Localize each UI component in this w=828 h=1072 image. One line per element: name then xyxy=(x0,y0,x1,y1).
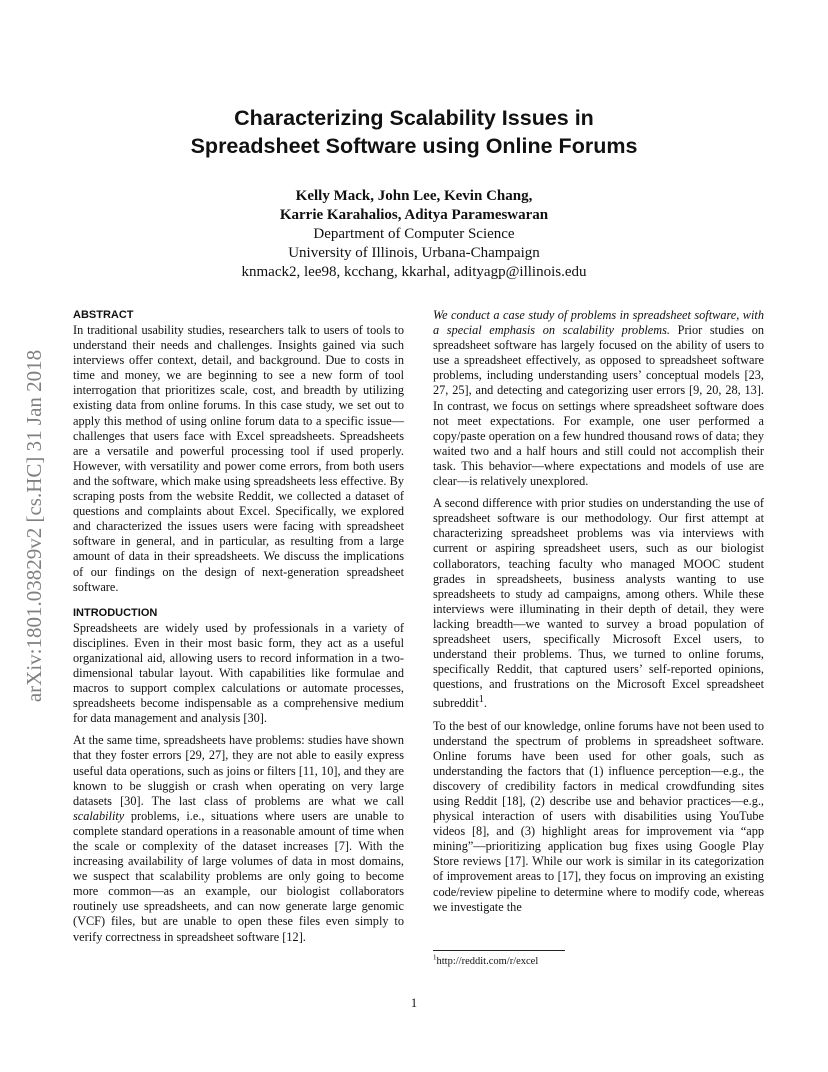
right-column xyxy=(433,308,764,922)
title-line-1: Characterizing Scalability Issues in xyxy=(234,106,594,130)
intro-paragraph-1: Spreadsheets are widely used by professionals in a variety of disciplines. Even in their most basic form, they act as a useful organizational aid, allowing users to record information in a two-dimensional tabular layout. With capabilities like formulae and macros to support complex calculations or automate processes, spreadsheets become indispensable as a comprehensive medium for data management and analysis [30]. xyxy=(73,620,404,726)
intro-p2-emphasis: scalability xyxy=(73,808,125,823)
intro-p4-text-a: A second difference with prior studies on understanding the use of spreadsheet software is our methodology. Our first attempt at characterizing spreadsheet problems was via interviews with current or aspiring spreadsheet users, such as our biologist collaborators, teaching faculty who managed MOOC student grades in spreadsheets, business analysts wanting to use spreadsheets to study ad campaigns, among others. While these interviews were illuminating in their depth of detail, they were lacking breadth—we wanted to survey a broad population of spreadsheet users, specifically Microsoft Excel users, to understand their problems. Thus, we turned to online forums, specifically Reddit, that captured users’ self-reported opinions, questions, and frustrations on the Microsoft Excel spreadsheet subreddit xyxy=(433,496,764,711)
intro-p3-text: Prior studies on spreadsheet software has largely focused on the ability of users to use a spreadsheet effectively, as opposed to spreadsheet software problems, including understanding users’ conceptual models [23, 27, 25], and detecting and categorizing user errors [9, 20, 28, 13]. In contrast, we focus on settings where spreadsheet software does not meet expectations. For example, one user performed a copy/paste operation on a few hundred thousand rows of data; they waited two and a half hours and still could not accomplish their task. This behavior—where expectations and models of use are clear—is relatively unexplored. xyxy=(433,323,764,489)
footnote xyxy=(433,955,538,968)
author-university: University of Illinois, Urbana-Champaign xyxy=(288,245,540,261)
author-department: Department of Computer Science xyxy=(313,226,515,242)
title-line-2: Spreadsheet Software using Online Forums xyxy=(190,134,638,158)
left-column xyxy=(73,308,404,952)
intro-p2-text-b: problems, i.e., situations where users are unable to complete standard operations in a reasonable amount of time when the scale or complexity of the dataset increases [7]. With the increasing availability of large volumes of data in most domains, we suspect that scalability problems are only going to become more common—as an example, our biologist collaborators routinely use spreadsheets, and can now generate large genomic (VCF) files, but are unable to open these files even simply to verify correctness in spreadsheet software [12]. xyxy=(73,808,404,944)
footnote-marker: 1 xyxy=(433,953,437,962)
arxiv-stamp: arXiv:1801.03829v2 [cs.HC] 31 Jan 2018 xyxy=(22,349,46,703)
footnote-ref[interactable]: 1 xyxy=(478,694,484,706)
intro-paragraph-2 xyxy=(73,733,404,944)
footnote-rule xyxy=(433,950,565,951)
author-names-line-1: Kelly Mack, John Lee, Kevin Chang, xyxy=(295,188,533,204)
author-names-line-2: Karrie Karahalios, Aditya Parameswaran xyxy=(279,207,549,223)
intro-p2-text-a: At the same time, spreadsheets have problems: studies have shown that they foster errors [29, 27], they are not able to easily express useful data operations, such as joins or filters [11, 10], and they are known to be sluggish or crash when operating on very large datasets [30]. The last class of problems are what we call xyxy=(73,733,404,808)
introduction-heading: INTRODUCTION xyxy=(73,606,158,619)
page-number: 1 xyxy=(410,996,418,1010)
intro-paragraph-5: To the best of our knowledge, online forums have not been used to understand the spectrum of problems in spreadsheet software. Online forums have been used for other goals, such as understanding the factors that (1) influence perception—e.g., the discovery of credibility factors in medical crowdfunding sites using Reddit [18], (2) describe use and behavior practices—e.g., physical interaction of users with disabilities using YouTube videos [8], and (3) highlight areas for improvement via “app mining”—prioritizing application bug fixes using Google Play Store reviews [17]. While our work is similar in its categorization of improvement areas to [17], they focus on improving an existing code/review pipeline to determine where to modify code, whereas we investigate the xyxy=(433,718,764,914)
intro-p4-text-b: . xyxy=(483,696,487,711)
author-block xyxy=(150,187,678,282)
author-emails: knmack2, lee98, kcchang, kkarhal, adityagp@illinois.edu xyxy=(241,264,587,280)
intro-paragraph-4 xyxy=(433,496,764,711)
abstract-heading: ABSTRACT xyxy=(73,309,134,321)
abstract-text: In traditional usability studies, researchers talk to users of tools to understand their needs and challenges. Insights gained via such interviews offer context, detail, and background. Due to costs in time and money, we are beginning to see a new form of tool interrogation that prioritizes scale, cost, and breadth by utilizing existing data from online forums. In this case study, we set out to apply this method of using online forum data to a specific issue—challenges that users face with Excel spreadsheets. Spreadsheets are a versatile and powerful processing tool if used properly. However, with versatility and power come errors, from both users and the software, which make using spreadsheets less effective. By scraping posts from the website Reddit, we collected a dataset of questions and complaints about Excel. Specifically, we explored and characterized the issues users were facing with spreadsheet software in general, and in particular, as resulting from a large amount of data in their spreadsheets. We discuss the implications of our findings on the design of next-generation spreadsheet software. xyxy=(73,323,404,594)
paper-title xyxy=(100,104,728,160)
footnote-link[interactable]: http://reddit.com/r/excel xyxy=(436,956,539,967)
intro-p3-emphasis: We conduct a case study of problems in spreadsheet software, with a special emphasis on scalability problems. xyxy=(433,308,764,338)
intro-paragraph-3 xyxy=(433,308,764,489)
